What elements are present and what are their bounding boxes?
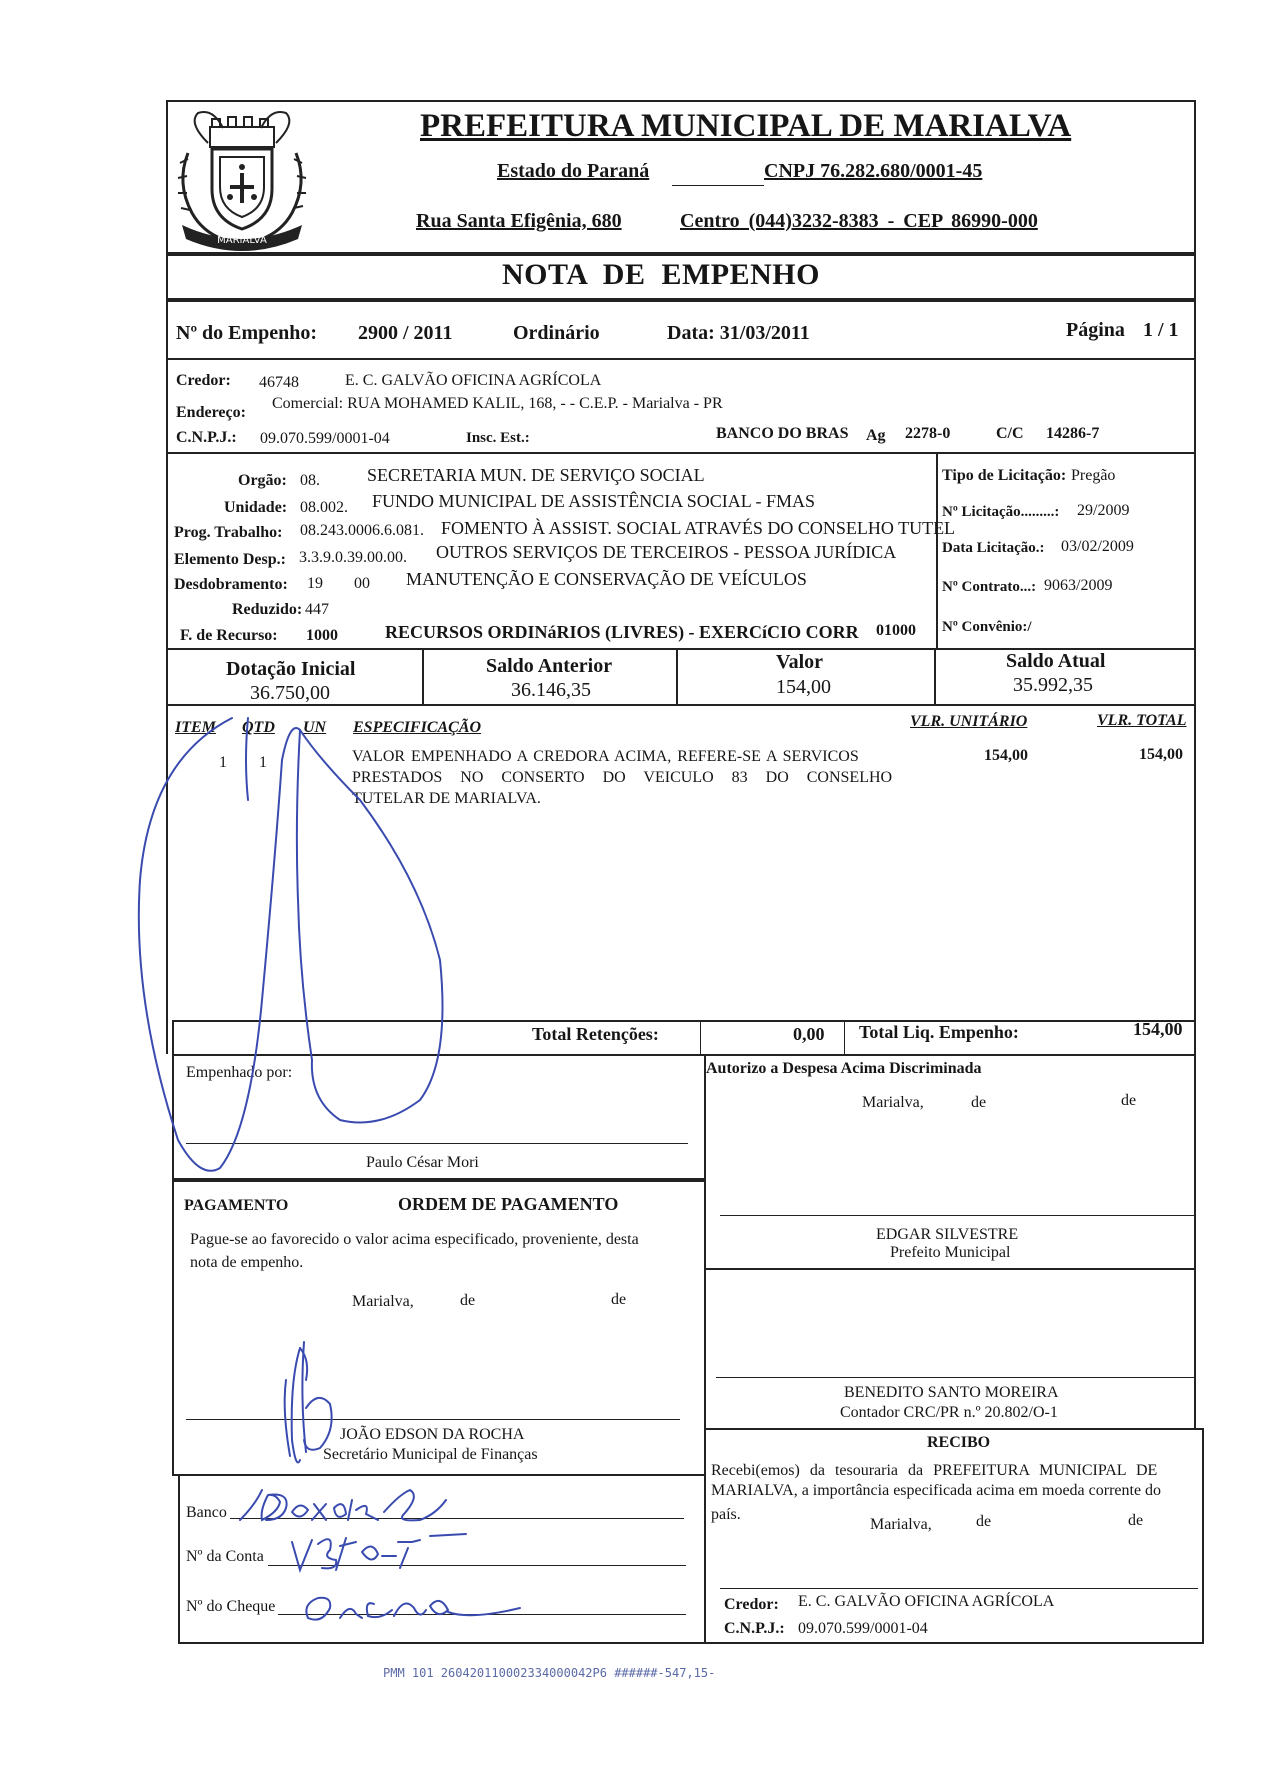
elem-code: 3.3.9.0.39.00.00. xyxy=(299,549,407,566)
ordem-pagamento-label: ORDEM DE PAGAMENTO xyxy=(398,1194,619,1214)
elem-label: Elemento Desp.: xyxy=(174,551,286,568)
empenhado-label: Empenhado por: xyxy=(186,1064,293,1081)
col-item: ITEM xyxy=(175,719,216,736)
seal-text: MARIALVA xyxy=(217,235,267,246)
item-total-value: 154,00 xyxy=(1139,746,1183,763)
page-number: 1 / 1 xyxy=(1143,319,1179,341)
elem-desc: OUTROS SERVIÇOS DE TERCEIROS - PESSOA JURÍDICA xyxy=(436,542,897,562)
liq-value: 154,00 xyxy=(1133,1019,1183,1039)
tipo-licitacao: Pregão xyxy=(1071,467,1116,484)
valor-value: 154,00 xyxy=(776,676,831,698)
item-unit-value: 154,00 xyxy=(984,747,1028,764)
bank-ag: 2278-0 xyxy=(905,425,951,442)
bank-name: BANCO DO BRAS xyxy=(716,425,849,442)
empenho-date: Data: 31/03/2011 xyxy=(667,322,810,344)
pagamento-de-1: de xyxy=(460,1292,476,1309)
desd-label: Desdobramento: xyxy=(174,576,288,593)
unidade-label: Unidade: xyxy=(224,499,288,516)
tipo-licitacao-label: Tipo de Licitação: xyxy=(942,467,1067,484)
autorizo-de-2: de xyxy=(1121,1092,1137,1109)
prog-label: Prog. Trabalho: xyxy=(174,524,283,541)
recibo-city: Marialva, xyxy=(870,1516,932,1533)
fonte-desc: RECURSOS ORDINáRIOS (LIVRES) - EXERCíCIO CORR xyxy=(385,622,859,642)
contrato: 9063/2009 xyxy=(1044,577,1113,594)
item-spec-line-3: TUTELAR DE MARIALVA. xyxy=(352,790,541,807)
credor-cnpj-label: C.N.P.J.: xyxy=(176,429,237,446)
recibo-de-2: de xyxy=(1128,1512,1144,1529)
bottom-stamp: PMM 101 260420110002334000042P6 ######-547,15- xyxy=(383,1666,716,1680)
header-district: Centro (044)3232-8383 - CEP 86990-000 xyxy=(680,210,1038,232)
fonte-code: 1000 xyxy=(306,627,338,644)
header-title: PREFEITURA MUNICIPAL DE MARIALVA xyxy=(420,108,1072,144)
banco-label: Banco xyxy=(186,1504,227,1521)
credor-label: Credor: xyxy=(176,372,231,389)
prefeito-role: Prefeito Municipal xyxy=(890,1244,1011,1261)
empenho-type: Ordinário xyxy=(513,322,600,344)
col-qtd: QTD xyxy=(242,719,275,736)
item-spec-line-1: VALOR EMPENHADO A CREDORA ACIMA, REFERE-SE A SERVICOS xyxy=(352,748,859,765)
address-value: Comercial: RUA MOHAMED KALIL, 168, - - C.E.P. - Marialva - PR xyxy=(272,395,723,412)
fonte-ref: 01000 xyxy=(876,622,916,639)
retencoes-value: 0,00 xyxy=(793,1024,825,1044)
col-un: UN xyxy=(303,719,327,736)
header-state: Estado do Paraná xyxy=(497,160,650,182)
red-label: Reduzido: xyxy=(232,601,303,618)
orgao-code: 08. xyxy=(300,472,320,489)
unidade-desc: FUNDO MUNICIPAL DE ASSISTÊNCIA SOCIAL - FMAS xyxy=(372,491,816,511)
header-street: Rua Santa Efigênia, 680 xyxy=(416,210,622,232)
pagamento-text-1: Pague-se ao favorecido o valor acima especificado, proveniente, desta xyxy=(190,1231,639,1248)
fonte-label: F. de Recurso: xyxy=(180,627,278,644)
autorizo-de-1: de xyxy=(971,1094,987,1111)
recibo-text-2: MARIALVA, a importância especificada acima em moeda corrente do xyxy=(711,1482,1162,1499)
orgao-label: Orgão: xyxy=(238,472,287,489)
pagamento-city: Marialva, xyxy=(352,1293,414,1310)
cheque-label: Nº do Cheque xyxy=(186,1598,276,1615)
insc-label: Insc. Est.: xyxy=(466,430,530,446)
item-spec-line-2: PRESTADOS NO CONSERTO DO VEICULO 83 DO CONSELHO xyxy=(352,769,893,786)
orgao-desc: SECRETARIA MUN. DE SERVIÇO SOCIAL xyxy=(367,465,705,485)
bank-cc: 14286-7 xyxy=(1046,425,1100,442)
col-total: VLR. TOTAL xyxy=(1097,712,1187,729)
saldo-anterior-value: 36.146,35 xyxy=(511,679,591,701)
credor-name: E. C. GALVÃO OFICINA AGRÍCOLA xyxy=(345,372,602,389)
saldo-anterior-label: Saldo Anterior xyxy=(486,655,613,677)
secretario-role: Secretário Municipal de Finanças xyxy=(323,1446,538,1463)
data-licitacao: 03/02/2009 xyxy=(1061,538,1134,555)
contador-name: BENEDITO SANTO MOREIRA xyxy=(844,1384,1059,1401)
recibo-credor: E. C. GALVÃO OFICINA AGRÍCOLA xyxy=(798,1593,1055,1610)
liq-label: Total Liq. Empenho: xyxy=(859,1022,1019,1042)
empenho-number: 2900 / 2011 xyxy=(358,322,453,344)
header-cnpj: CNPJ 76.282.680/0001-45 xyxy=(764,160,983,182)
recibo-text-3: país. xyxy=(711,1506,741,1523)
credor-cnpj: 09.070.599/0001-04 xyxy=(260,430,390,447)
convenio-label: Nº Convênio:/ xyxy=(942,619,1032,635)
data-licitacao-label: Data Licitação.: xyxy=(942,540,1045,556)
num-licitacao: 29/2009 xyxy=(1077,502,1130,519)
saldo-atual-label: Saldo Atual xyxy=(1006,650,1106,672)
bank-ag-label: Ag xyxy=(866,427,886,444)
doc-title: NOTA DE EMPENHO xyxy=(502,258,820,291)
recibo-credor-label: Credor: xyxy=(724,1596,779,1613)
recibo-text-1: Recebi(emos) da tesouraria da PREFEITURA MUNICIPAL DE xyxy=(711,1462,1158,1479)
desd-sub: 00 xyxy=(354,575,370,592)
red-code: 447 xyxy=(305,601,329,618)
empenhado-name: Paulo César Mori xyxy=(366,1154,479,1171)
pagamento-de-2: de xyxy=(611,1291,627,1308)
prefeito-name: EDGAR SILVESTRE xyxy=(876,1226,1019,1243)
credor-code: 46748 xyxy=(259,374,299,391)
recibo-de-1: de xyxy=(976,1513,992,1530)
col-unit: VLR. UNITÁRIO xyxy=(910,713,1028,730)
item-qtd: 1 xyxy=(259,754,267,771)
unidade-code: 08.002. xyxy=(300,499,348,516)
prog-code: 08.243.0006.6.081. xyxy=(300,522,424,539)
page-label: Página xyxy=(1066,319,1125,341)
autorizo-city: Marialva, xyxy=(862,1094,924,1111)
pagamento-label: PAGAMENTO xyxy=(184,1197,289,1214)
prog-desc: FOMENTO À ASSIST. SOCIAL ATRAVÉS DO CONSELHO TUTEL xyxy=(441,518,956,538)
secretario-name: JOÃO EDSON DA ROCHA xyxy=(340,1426,525,1443)
contador-role: Contador CRC/PR n.º 20.802/O-1 xyxy=(840,1404,1058,1421)
empenho-label: Nº do Empenho: xyxy=(176,322,318,344)
recibo-title: RECIBO xyxy=(927,1434,991,1451)
recibo-cnpj: 09.070.599/0001-04 xyxy=(798,1620,928,1637)
saldo-atual-value: 35.992,35 xyxy=(1013,674,1093,696)
address-label: Endereço: xyxy=(176,404,246,421)
desd-desc: MANUTENÇÃO E CONSERVAÇÃO DE VEÍCULOS xyxy=(406,569,807,589)
dotacao-label: Dotação Inicial xyxy=(226,658,356,680)
dotacao-value: 36.750,00 xyxy=(250,682,330,704)
col-spec: ESPECIFICAÇÃO xyxy=(353,719,482,736)
recibo-cnpj-label: C.N.P.J.: xyxy=(724,1620,785,1637)
num-licitacao-label: Nº Licitação.........: xyxy=(942,504,1060,520)
valor-label: Valor xyxy=(776,651,824,673)
pagamento-text-2: nota de empenho. xyxy=(190,1254,304,1271)
desd-code: 19 xyxy=(307,575,323,592)
contrato-label: Nº Contrato...: xyxy=(942,579,1037,595)
autorizo-label: Autorizo a Despesa Acima Discriminada xyxy=(706,1060,982,1077)
item-number: 1 xyxy=(219,754,227,771)
bank-cc-label: C/C xyxy=(996,425,1024,442)
retencoes-label: Total Retenções: xyxy=(532,1024,659,1044)
conta-label: Nº da Conta xyxy=(186,1548,264,1565)
